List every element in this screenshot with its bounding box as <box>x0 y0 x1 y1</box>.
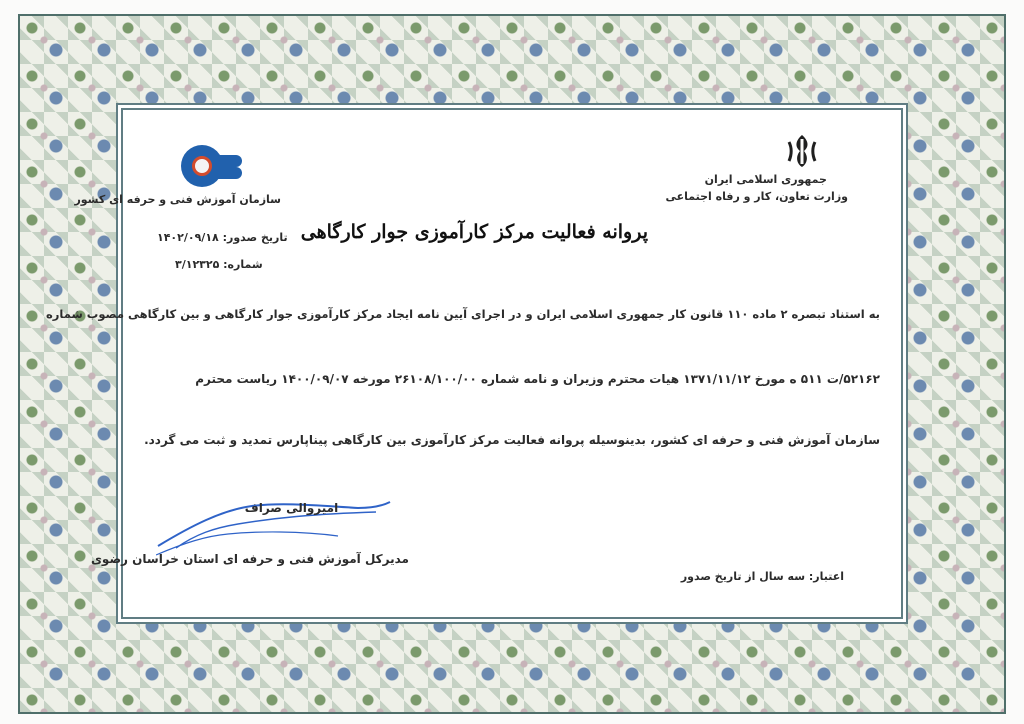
organization-logo-icon <box>181 145 223 187</box>
signer-title: مدیرکل آموزش فنی و حرفه ای استان خراسان رضوی <box>90 552 409 566</box>
country-label: جمهوری اسلامی ایران <box>704 173 827 186</box>
iran-emblem-icon <box>785 133 819 169</box>
body-line-2: ۵۲۱۶۲/ت ۵۱۱ ه مورخ ۱۳۷۱/۱۱/۱۲ هیات محترم وزیران و نامه شماره ۲۶۱۰۸/۱۰۰/۰۰ مورخه ۱۴۰۰/۰۹/۰۷ ریاست محترم <box>195 372 880 386</box>
number-value: ۳/۱۲۳۲۵ <box>175 258 220 271</box>
validity-note: اعتبار: سه سال از تاریخ صدور <box>680 570 844 583</box>
body-line-1: به استناد تبصره ۲ ماده ۱۱۰ قانون کار جمهوری اسلامی ایران و در اجرای آیین نامه ایجاد مرکز کارآموزی جوار کارگاهی و بین کارگاهی مصوب شماره <box>46 307 880 321</box>
issue-date-label: تاریخ صدور: <box>222 231 288 244</box>
organization-label: سازمان آموزش فنی و حرفه ای کشور <box>74 193 281 206</box>
signer-name: امیروالی صراف <box>244 501 339 515</box>
issue-date-row <box>157 231 288 244</box>
ministry-label: وزارت تعاون، کار و رفاه اجتماعی <box>665 190 848 203</box>
number-label: شماره: <box>223 258 263 271</box>
number-row <box>175 258 263 271</box>
issue-date-value: ۱۴۰۲/۰۹/۱۸ <box>157 231 219 244</box>
body-line-3: سازمان آموزش فنی و حرفه ای کشور، بدینوسیله پروانه فعالیت مرکز کارآموزی بین کارگاهی پیناپارس تمدید و ثبت می گردد. <box>144 433 880 447</box>
signature-mark <box>156 488 394 558</box>
page-title: پروانه فعالیت مرکز کارآموزی جوار کارگاهی <box>300 221 648 243</box>
